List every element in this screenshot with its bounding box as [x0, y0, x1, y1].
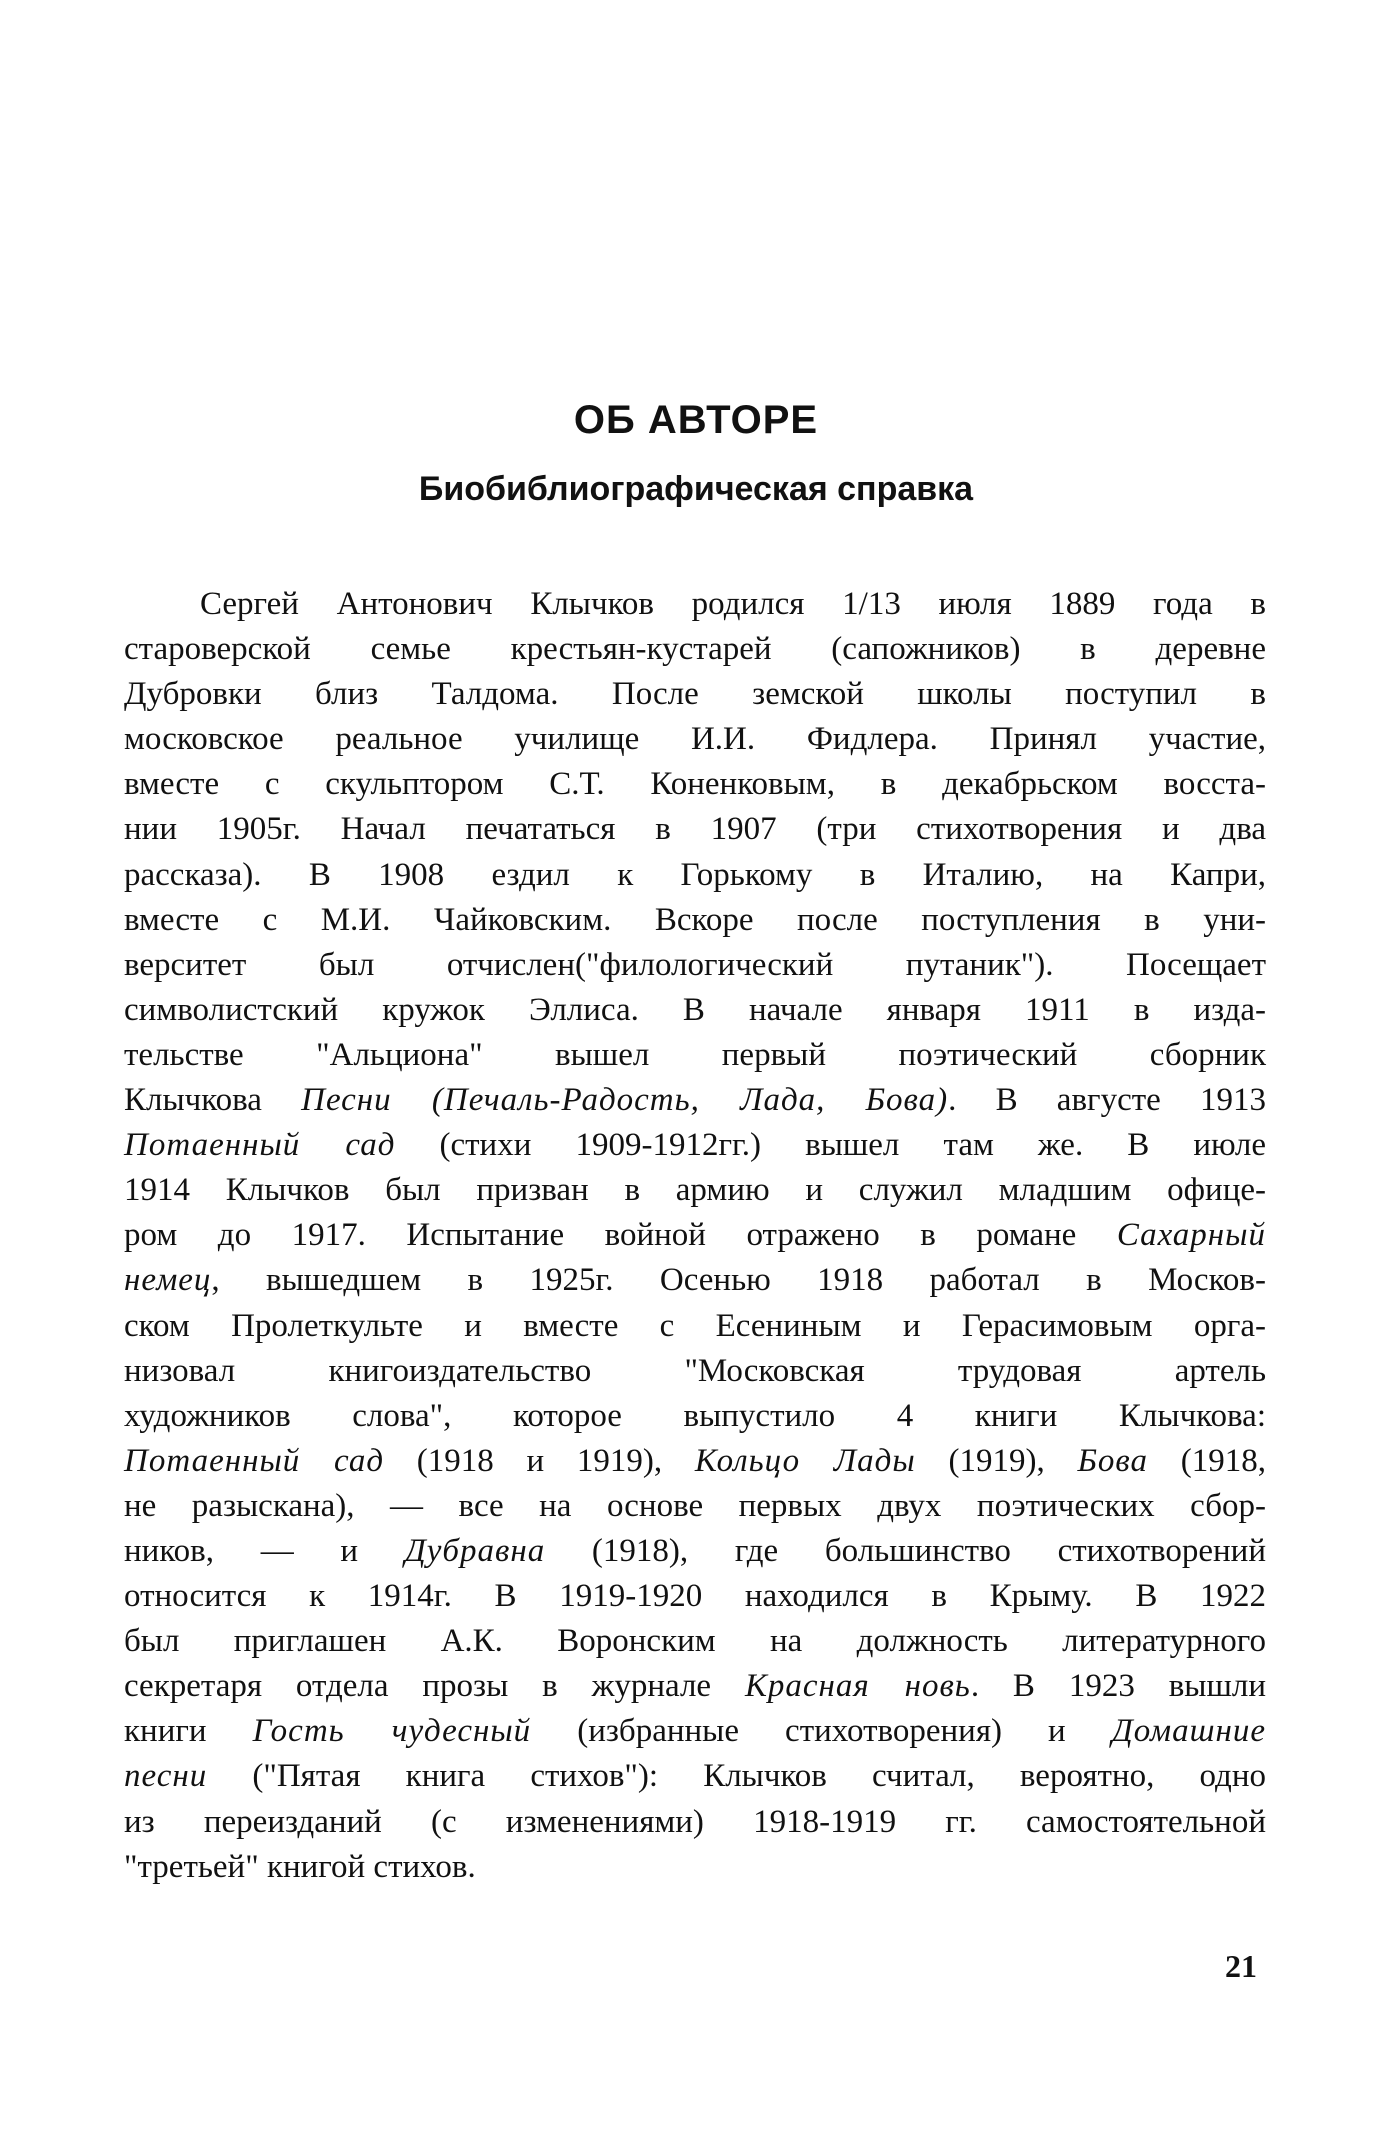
text-segment: староверской семье крестьян-кустарей (сапожников) в деревне [124, 631, 1266, 668]
text-segment: (1918 и 1919), [384, 1442, 695, 1479]
text-segment: секретаря отдела прозы в журнале [124, 1668, 745, 1705]
text-segment: символистский кружок Эллиса. В начале января 1911 в изда- [124, 991, 1266, 1028]
book-title: Дубравна [404, 1532, 546, 1569]
text-segment: рассказа). В 1908 ездил к Горькому в Италию, на Капри, [124, 856, 1266, 893]
text-segment: был приглашен А.К. Воронским на должность литературного [124, 1623, 1266, 1660]
text-line [124, 1845, 1266, 1890]
text-line [124, 1439, 1266, 1484]
text-line [124, 1484, 1266, 1529]
text-segment: "третьей" книгой стихов. [124, 1848, 476, 1885]
text-line [124, 1709, 1266, 1754]
book-title: Сахарный [1116, 1217, 1266, 1254]
book-title: Песни (Печаль-Радость, Лада, Бова) [301, 1082, 949, 1119]
text-line [124, 1664, 1266, 1709]
text-line [124, 943, 1266, 988]
text-line [124, 1213, 1266, 1258]
text-line [124, 1123, 1266, 1168]
text-line [124, 1574, 1266, 1619]
book-title: Потаенный сад [124, 1442, 385, 1479]
book-title: Потаенный сад [124, 1127, 396, 1164]
text-line [124, 898, 1266, 943]
text-segment: (1918, [1148, 1442, 1266, 1479]
text-line [124, 1033, 1266, 1078]
text-line [124, 1394, 1266, 1439]
text-segment: Дубровки близ Талдома. После земской школы поступил в [124, 676, 1266, 713]
text-segment: художников слова", которое выпустило 4 книги Клычкова: [124, 1397, 1266, 1434]
text-segment: Сергей Антонович Клычков родился 1/13 июля 1889 года в [200, 586, 1266, 622]
text-line [124, 717, 1266, 762]
text-segment: ском Пролеткульте и вместе с Есениным и Герасимовым орга- [124, 1307, 1266, 1344]
text-segment: (стихи 1909-1912гг.) вышел там же. В июле [395, 1127, 1266, 1164]
text-line [124, 672, 1266, 717]
page-number: 21 [1225, 1948, 1257, 1984]
book-title: Красная новь [744, 1668, 971, 1705]
text-segment: из переизданий (с изменениями) 1918-1919 гг. самостоятельной [124, 1803, 1266, 1840]
book-title: Гость чудесный [252, 1713, 532, 1750]
page-title: ОБ АВТОРЕ [573, 398, 819, 442]
text-segment: (1918), где большинство стихотворений [545, 1532, 1267, 1569]
text-segment: не разыскана), — все на основе первых двух поэтических сбор- [124, 1487, 1266, 1524]
text-line [124, 1168, 1266, 1213]
text-line [124, 1800, 1266, 1845]
text-segment: , вышедшем в 1925г. Осенью 1918 работал в Москов- [211, 1262, 1266, 1299]
text-segment: 1914 Клычков был призван в армию и служил младшим офице- [124, 1172, 1266, 1209]
text-line [124, 582, 1266, 627]
text-line [124, 1619, 1266, 1664]
text-segment: относится к 1914г. В 1919-1920 находился в Крыму. В 1922 [124, 1578, 1266, 1615]
text-segment: (избранные стихотворения) и [531, 1713, 1112, 1750]
text-segment: нии 1905г. Начал печататься в 1907 (три стихотворения и два [124, 811, 1266, 848]
text-line [124, 1529, 1266, 1574]
text-segment: ("Пятая книга стихов"): Клычков считал, вероятно, одно [207, 1758, 1266, 1795]
text-line [124, 1258, 1266, 1303]
book-title: Бова [1077, 1442, 1149, 1479]
text-segment: низовал книгоиздательство "Московская трудовая артель [124, 1352, 1266, 1389]
biography-text [124, 582, 1266, 1890]
text-line [124, 988, 1266, 1033]
text-segment: вместе с М.И. Чайковским. Вскоре после поступления в уни- [124, 901, 1266, 938]
text-line [124, 1304, 1266, 1349]
text-line [124, 807, 1266, 852]
book-title: Кольцо Лады [694, 1442, 916, 1479]
text-segment: ников, — и [124, 1532, 405, 1569]
book-title: песни [124, 1758, 208, 1795]
book-title: немец [124, 1262, 212, 1299]
text-line [124, 1349, 1266, 1394]
page-subtitle: Биобиблиографическая справка [418, 470, 974, 508]
text-line [124, 627, 1266, 672]
text-segment: московское реальное училище И.И. Фидлера. Принял участие, [124, 721, 1266, 758]
text-segment: тельстве "Альциона" вышел первый поэтический сборник [124, 1036, 1266, 1073]
text-segment: . В 1923 вышли [970, 1668, 1266, 1705]
text-line [124, 853, 1266, 898]
text-segment: ром до 1917. Испытание войной отражено в романе [124, 1217, 1117, 1254]
text-line [124, 1078, 1266, 1123]
text-segment: верситет был отчислен("филологический путаник"). Посещает [124, 946, 1266, 983]
text-segment: Клычкова [124, 1082, 302, 1119]
text-line [124, 1754, 1266, 1799]
book-title: Домашние [1111, 1713, 1266, 1750]
text-segment: (1919), [915, 1442, 1078, 1479]
text-segment: книги [124, 1713, 253, 1750]
text-segment: вместе с скульптором С.Т. Коненковым, в декабрьском восста- [124, 766, 1266, 803]
text-segment: . В августе 1913 [948, 1082, 1266, 1119]
text-line [124, 762, 1266, 807]
